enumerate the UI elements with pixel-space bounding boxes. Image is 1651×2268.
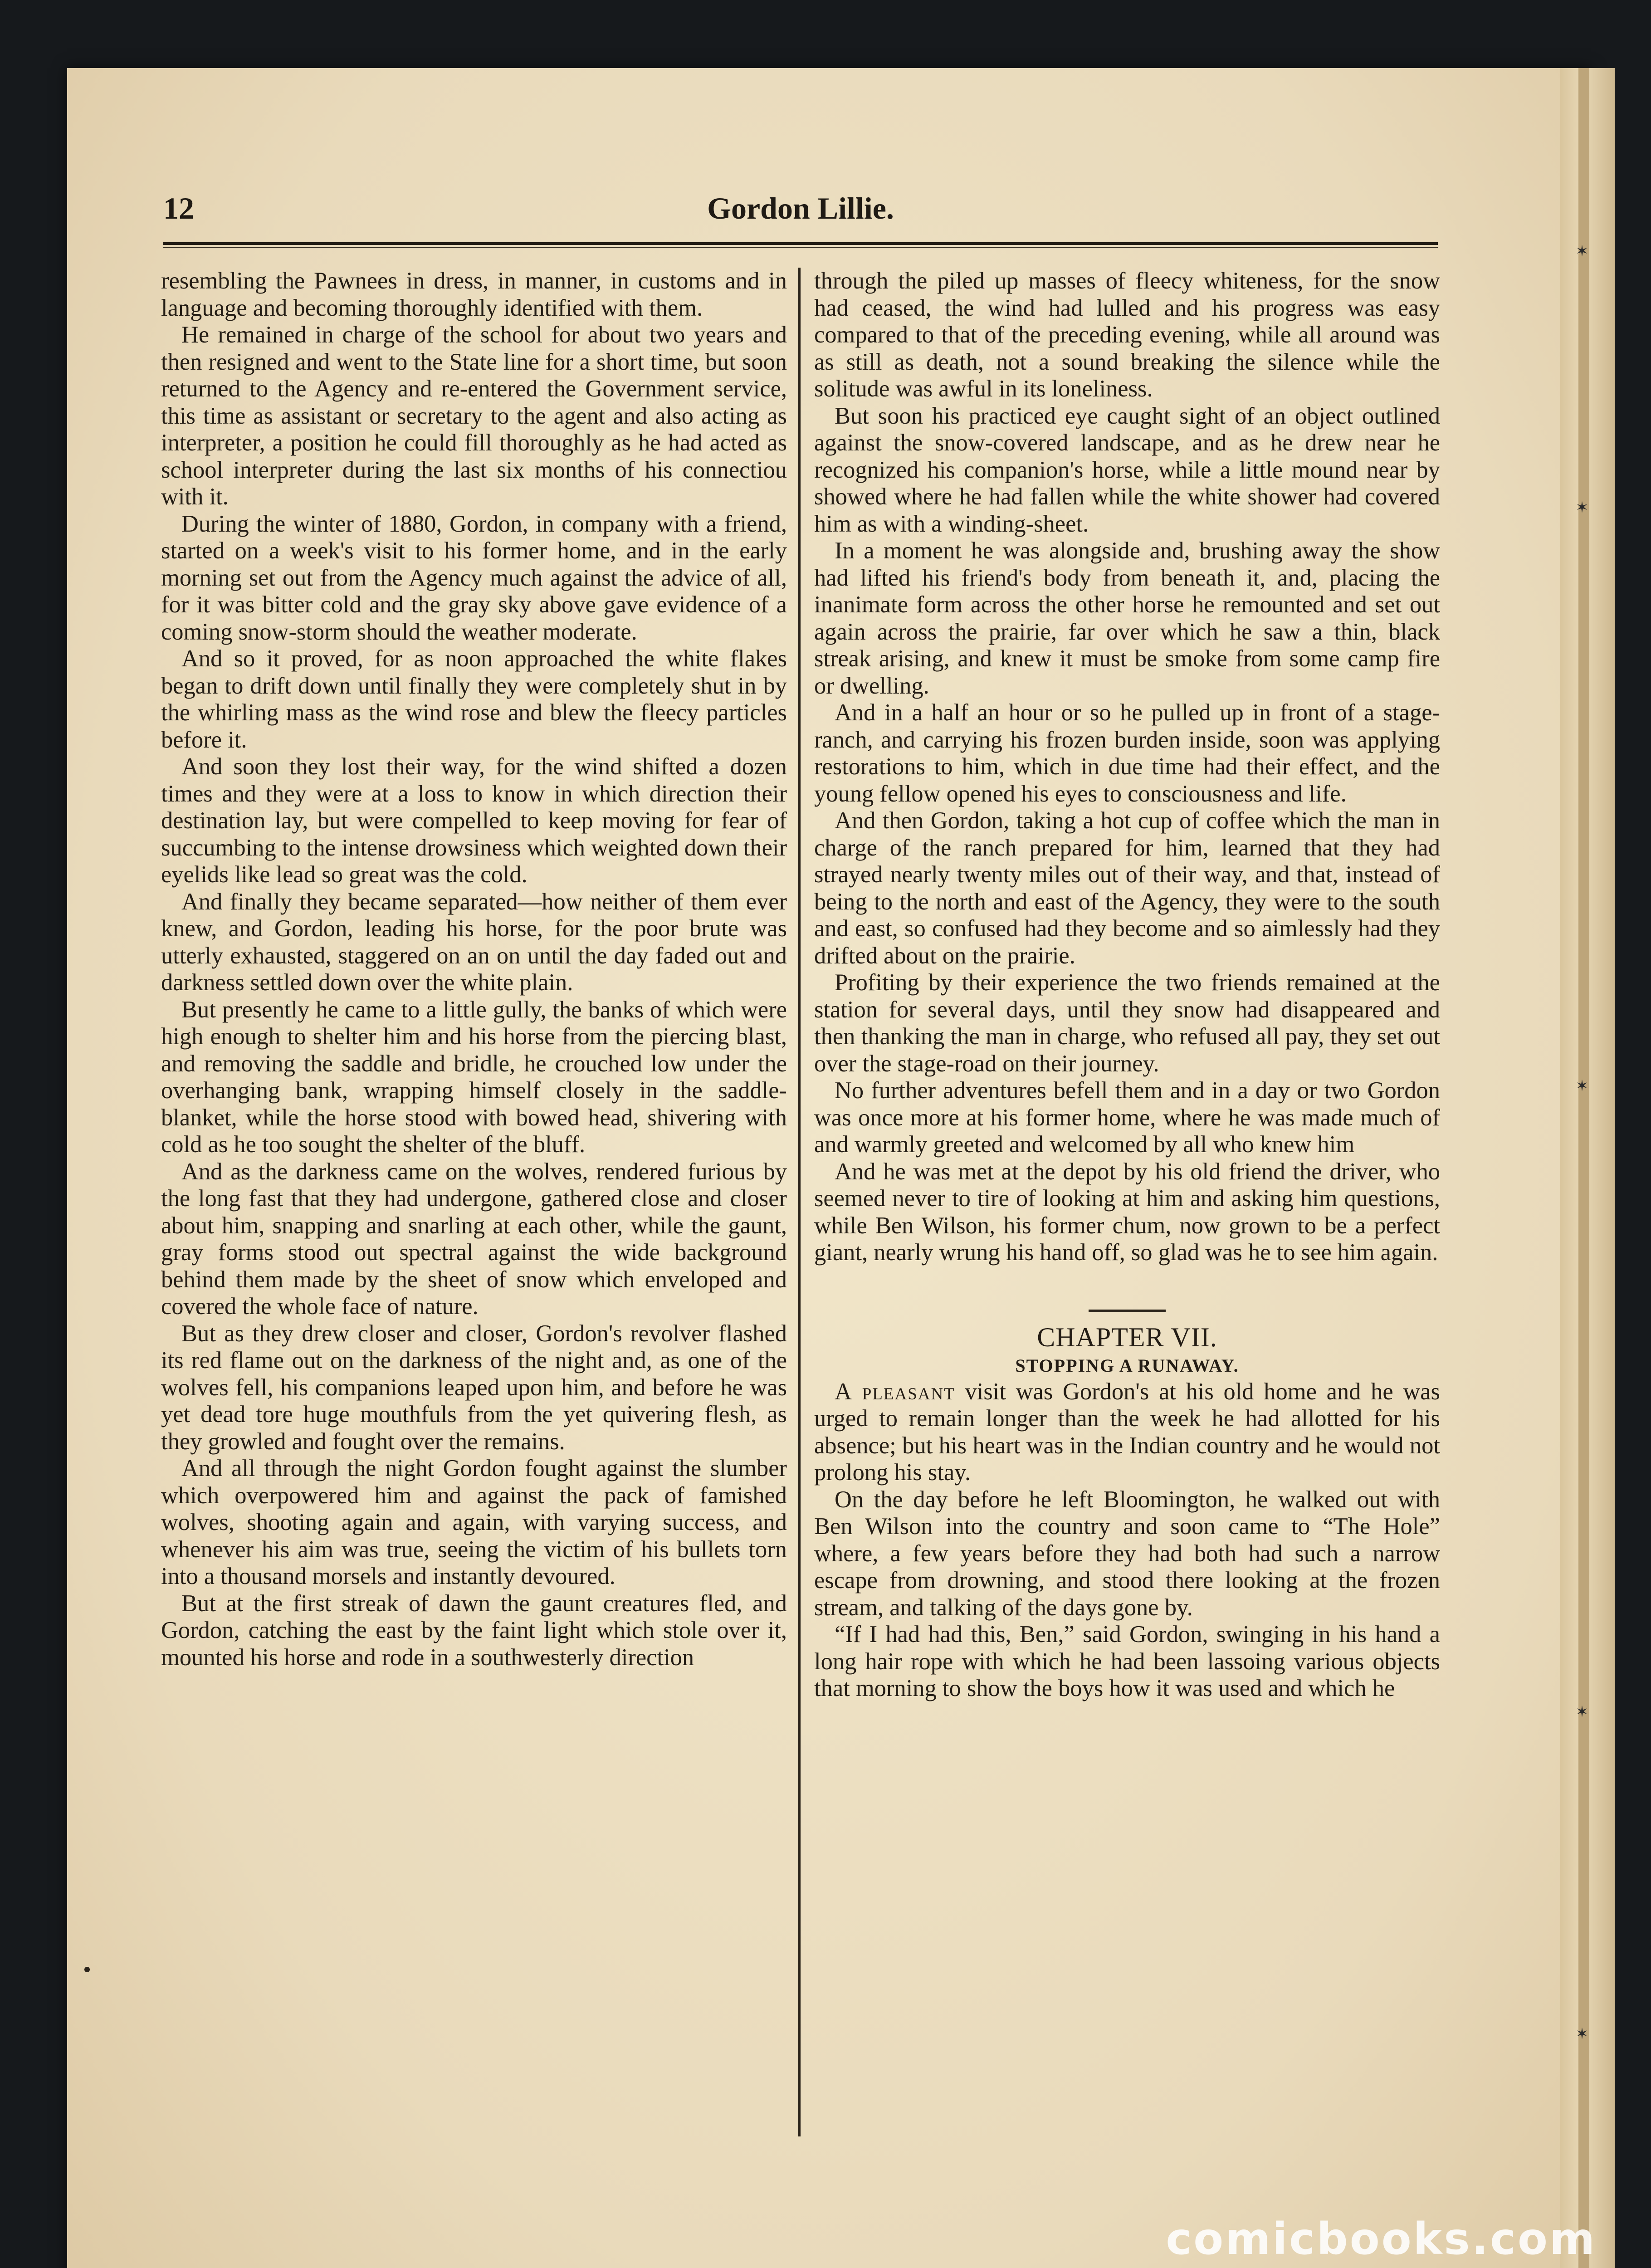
paragraph: He remained in charge of the school for about two years and then resigned and went to the State line for a short time, but soon returned to the Agency and re-entered the Government service, this time as assistant or secretary to the agent and also acting as interpreter, a position he could fill thoroughly as he had acted as school interpreter during the last six months of his connectiou with it. [161,322,787,510]
page-header [163,181,1438,236]
paragraph: But presently he came to a little gully, the banks of which were high enough to shelter him and his horse from the piercing blast, and removing the saddle and bridle, he crouched low under the overhanging bank, wrapping himself closely in the saddle-blanket, while the horse stood with bowed head, shivering with cold as he too sought the shelter of the bluff. [161,996,787,1158]
paragraph: And soon they lost their way, for the wind shifted a dozen times and they were at a loss to know in which direction their destination lay, but were compelled to keep moving for fear of succumbing to the intense drowsiness which weighted down their eyelids like lead so great was the cold. [161,753,787,888]
chapter-title: CHAPTER VII. [1037,1322,1217,1352]
paragraph: “If I had had this, Ben,” said Gordon, swinging in his hand a long hair rope with which he had been lassoing various objects that morning to show the boys how it was used and which he [814,1621,1440,1701]
chapter-rule [1089,1310,1166,1312]
paragraph: And then Gordon, taking a hot cup of coffee which the man in charge of the ranch prepared for him, learned that they had strayed nearly twenty miles out of their way, and that, instead of being to the north and east of the Agency, they were to the south and east, so confused had they become and so aimlessly had they drifted about on the prairie. [814,807,1440,969]
paragraph: On the day before he left Bloomington, he walked out with Ben Wilson into the country and soon came to “The Hole” where, a few years before they had both had such a narrow escape from drowning, and stood there looking at the frozen stream, and talking of the days gone by. [814,1486,1440,1621]
paragraph: But at the first streak of dawn the gaunt creatures fled, and Gordon, catching the east by the faint light which stole over it, mounted his horse and rode in a southwesterly direction [161,1590,787,1671]
paragraph: And all through the night Gordon fought against the slumber which overpowered him and against the pack of famished wolves, shooting again and again, with varying success, and whenever his aim was true, seeing the victim of his bullets torn into a thousand morsels and instantly devoured. [161,1455,787,1589]
page-binding [1578,68,1589,2268]
chapter-lead-word: A pleasant [835,1378,955,1405]
binding-staple: ✶ [1575,499,1589,516]
watermark: comicbooks.com [1166,2214,1597,2264]
left-column [161,268,787,2136]
paragraph: Profiting by their experience the two friends remained at the station for several days, until they snow had disappeared and then thanking the man in charge, who refused all pay, they set out over the stage-road on their journey. [814,969,1440,1077]
margin-mark [84,1967,90,1972]
right-column [814,268,1440,2136]
paragraph: No further adventures befell them and in a day or two Gordon was once more at his former home, where he was made much of and warmly greeted and welcomed by all who knew him [814,1077,1440,1158]
column-divider [798,268,801,2136]
running-title: Gordon Lillie. [707,191,894,225]
chapter-first-paragraph: visit was Gordon's at his old home and he was urged to remain longer than the week he had allotted for his absence; but his heart was in the Indian country and he would not prolong his stay. [814,1378,1440,1486]
binding-staple: ✶ [1575,1704,1589,1721]
paragraph: In a moment he was alongside and, brushing away the show had lifted his friend's body from beneath it, and, placing the inanimate form across the other horse he remounted and set out again across the prairie, far over which he saw a thin, black streak arising, and knew it must be smoke from some camp fire or dwelling. [814,538,1440,699]
paragraph: But soon his practiced eye caught sight of an object outlined against the snow-covered landscape, and as he drew near he recognized his companion's horse, while a little mound near by showed where he had fallen while the white shower had covered him as with a winding-sheet. [814,402,1440,537]
paragraph: And so it proved, for as noon approached the white flakes began to drift down until finally they were completely shut in by the whirling mass as the wind rose and blew the fleecy particles before it. [161,645,787,753]
paragraph: resembling the Pawnees in dress, in manner, in customs and in language and becoming thoroughly identified with them. [161,268,787,321]
paragraph [814,1378,1440,1486]
paragraph: And as the darkness came on the wolves, rendered furious by the long fast that they had undergone, gathered close and closer about him, snapping and snarling at each other, while the gaunt, gray forms stood out spectral against the wide background behind them made by the sheet of snow which enveloped and covered the whole face of nature. [161,1158,787,1320]
binding-staple: ✶ [1575,1078,1589,1095]
paragraph: During the winter of 1880, Gordon, in company with a friend, started on a week's visit to his former home, and in the early morning set out from the Agency much against the advice of all, for it was bitter cold and the gray sky above gave evidence of a coming snow-storm should the weather moderate. [161,510,787,645]
binding-staple: ✶ [1575,2026,1589,2043]
paragraph: And in a half an hour or so he pulled up in front of a stage-ranch, and carrying his frozen burden inside, soon was applying restorations to him, which in due time had their effect, and the young fellow opened his eyes to consciousness and life. [814,699,1440,807]
chapter-subtitle: STOPPING A RUNAWAY. [1015,1355,1239,1376]
paragraph: through the piled up masses of fleecy whiteness, for the snow had ceased, the wind had lulled and his progress was easy compared to that of the preceding evening, while all around was as still as death, not a sound breaking the silence while the solitude was awful in its loneliness. [814,268,1440,402]
page-number: 12 [163,191,194,225]
paragraph: And finally they became separated—how neither of them ever knew, and Gordon, leading his horse, for the poor brute was utterly exhausted, staggered on an on until the day faded out and darkness settled down over the white plain. [161,888,787,996]
binding-staple: ✶ [1575,243,1589,260]
paragraph: But as they drew closer and closer, Gordon's revolver flashed its red flame out on the darkness of the night and, as one of the wolves fell, his companions leaped upon him, and before he was yet dead tore huge mouthfuls from the yet quivering flesh, as they growled and fought over the remains. [161,1320,787,1455]
paragraph: And he was met at the depot by his old friend the driver, who seemed never to tire of looking at him and asking him questions, while Ben Wilson, his former chum, now grown to be a perfect giant, nearly wrung his hand off, so glad was he to see him again. [814,1158,1440,1266]
header-rule [163,242,1438,248]
